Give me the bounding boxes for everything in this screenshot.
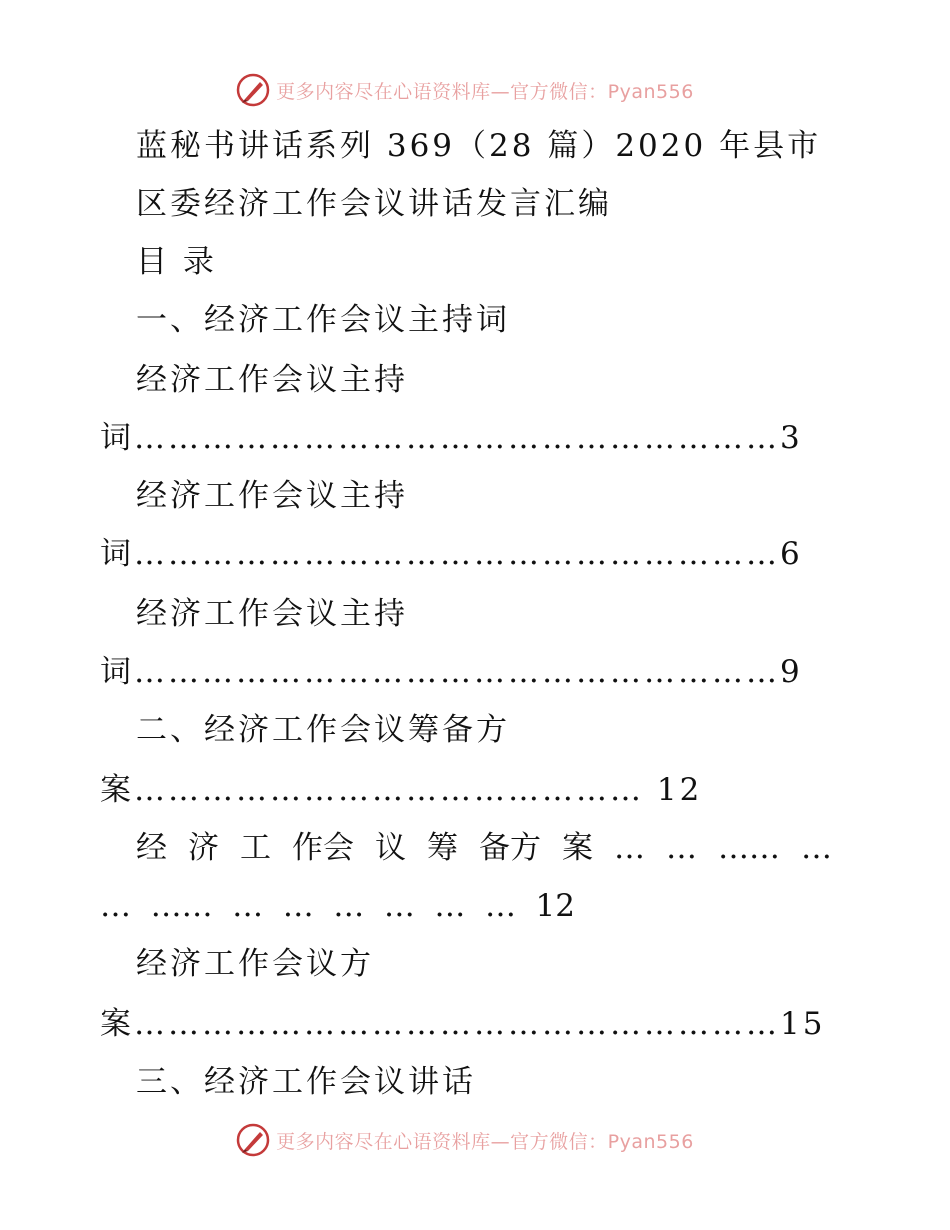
toc-entry-4-leader-part: … <box>232 888 264 924</box>
footer-watermark <box>0 1120 950 1160</box>
toc-section-3: 三、经济工作会议讲话 <box>136 1064 476 1100</box>
toc-heading: 目 录 <box>136 244 217 280</box>
toc-entry-4-part: … <box>801 830 832 866</box>
toc-entry-4-part: … <box>666 830 697 866</box>
toc-entry-1-title: 经济工作会议主持 <box>136 362 408 398</box>
toc-entry-4-leader-part: …… <box>150 888 213 924</box>
toc-entry-2-leader: 词…………………………………………………6 <box>100 536 803 572</box>
toc-entry-4-part: 备方 <box>479 830 541 866</box>
toc-entry-1-leader: 词…………………………………………………3 <box>100 420 803 456</box>
toc-entry-5-leader: 案…………………………………………………15 <box>100 1006 826 1042</box>
toc-entry-4-part: 济 <box>188 830 219 866</box>
toc-entry-4-leader-part: … <box>434 888 466 924</box>
document-title-line-2: 区委经济工作会议讲话发言汇编 <box>136 186 612 222</box>
toc-entry-2-title: 经济工作会议主持 <box>136 478 408 514</box>
toc-entry-4-part: 议 <box>375 830 406 866</box>
toc-entry-4-leader-page: 12 <box>535 888 575 924</box>
toc-entry-3-title: 经济工作会议主持 <box>136 596 408 632</box>
quill-pen-logo-icon <box>236 1123 270 1157</box>
watermark-text: 更多内容尽在心语资料库—官方微信：Pyan556 <box>276 1130 694 1153</box>
header-watermark <box>0 70 950 110</box>
toc-entry-4-title <box>136 828 832 868</box>
toc-entry-4-leader-part: … <box>100 888 131 924</box>
quill-pen-logo-icon <box>236 73 270 107</box>
toc-entry-4-part: 筹 <box>427 830 458 866</box>
toc-entry-4-part: 作会 <box>292 830 354 866</box>
toc-entry-4-leader <box>100 886 575 926</box>
toc-entry-4-part: …… <box>718 830 780 866</box>
toc-entry-4-part: 经 <box>136 830 167 866</box>
toc-entry-4-part: 案 <box>562 830 593 866</box>
toc-section-1: 一、经济工作会议主持词 <box>136 302 510 338</box>
toc-entry-4-part: … <box>614 830 645 866</box>
toc-entry-4-leader-part: … <box>333 888 365 924</box>
toc-entry-5-title: 经济工作会议方 <box>136 946 374 982</box>
toc-section-2-leader: 案……………………………………… 12 <box>100 772 703 808</box>
toc-entry-4-leader-part: … <box>282 888 314 924</box>
toc-section-2-title: 二、经济工作会议筹备方 <box>136 712 510 748</box>
document-title-line-1: 蓝秘书讲话系列 369（28 篇）2020 年县市 <box>136 128 822 164</box>
toc-entry-3-leader: 词…………………………………………………9 <box>100 654 803 690</box>
toc-entry-4-part: 工 <box>240 830 271 866</box>
toc-entry-4-leader-part: … <box>484 888 516 924</box>
toc-entry-4-leader-part: … <box>383 888 415 924</box>
watermark-text: 更多内容尽在心语资料库—官方微信：Pyan556 <box>276 80 694 103</box>
